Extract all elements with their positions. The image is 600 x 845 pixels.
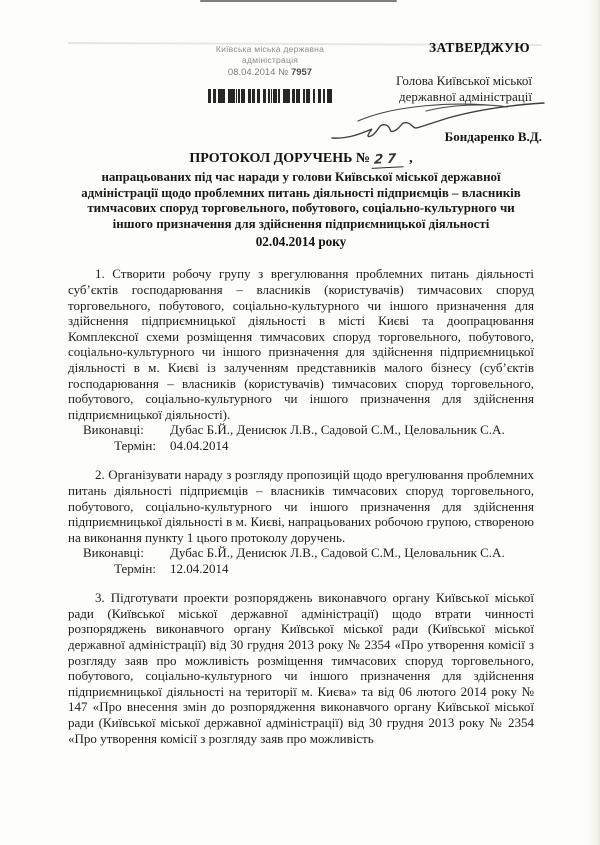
approver-title-line1: Голова Київської міської <box>396 73 532 88</box>
term-label: Термін: <box>114 560 156 576</box>
term-label: Термін: <box>114 437 156 453</box>
registration-stamp <box>185 44 355 103</box>
document-body <box>68 151 534 746</box>
protocol-number-handwritten: 27 <box>372 151 405 169</box>
instruction-item-1 <box>68 266 534 453</box>
document-title <box>68 151 534 167</box>
stamp-registration-line <box>185 67 355 78</box>
document-subtitle: напрацьованих під час наради у голови Київської міської державної адміністрації щодо проблемних питань діяльності підприємців – власників тимчасових споруд торговельного, побутового, соціально-культурного чи іншого призначення для здійснення підприємницької діяльності <box>81 170 521 231</box>
executors-label: Виконавці: <box>83 422 144 438</box>
instruction-text-2: 2. Організувати нараду з розгляду пропозицій щодо врегулювання проблемних питань діяльності підприємців – власників тимчасових споруд торговельного, побутового, соціально-культурного чи іншого призначення для здійснення підприємницької діяльності в м. Києві, напрацьованих робочою групою, створеною на виконання пункту 1 цього протоколу доручень. <box>68 467 534 545</box>
title-comma: , <box>409 151 413 166</box>
stamp-registration-date: 08.04.2014 № <box>227 67 289 78</box>
term-date: 04.04.2014 <box>170 437 229 453</box>
stamp-org-name-line2: адміністрація <box>241 54 299 65</box>
instruction-text-1: 1. Створити робочу групу з врегулювання проблемних питань діяльності суб’єктів господарювання – власників (користувачів) тимчасових споруд торговельного, побутового, соціально-культурного чи іншого призначення для здійснення підприємницької діяльності в місті Києві та доопрацювання Комплексної схеми розміщення тимчасових споруд торговельного, побутового, соціально-культурного чи іншого призначення для здійснення підприємницької діяльності в м. Києві із залученням представників малого бізнесу (суб’єктів господарювання – власників (користувачів) тимчасових споруд торговельного, побутового, соціально-культурного чи іншого призначення для здійснення підприємницької діяльності). <box>68 266 534 422</box>
scan-artifact-top-line <box>200 0 397 2</box>
instruction-item-2 <box>68 467 534 576</box>
instruction-text-3: 3. Підготувати проекти розпоряджень виконавчого органу Київської міської ради (Київської міської державної адміністрації) щодо втрати чинності розпоряджень виконавчого органу Київської міської ради (Київської міської державної адміністрації) від 30 грудня 2013 року № 2354 «Про утворення комісії з розгляду заяв про можливість розміщення тимчасових споруд торговельного, побутового, соціально-культурного чи іншого призначення для здійснення підприємницької діяльності на території м. Києва» та від 06 лютого 2014 року № 147 «Про внесення змін до розпорядження виконавчого органу Київської міської ради (Київської міської державної адміністрації) від 30 грудня 2013 року № 2354 «Про утворення комісії з розгляду заяв про можливість <box>68 590 534 746</box>
executors-names: Дубас Б.Й., Денисюк Л.В., Садовой С.М., Целовальник С.А. <box>170 422 505 438</box>
stamp-registration-number: 7957 <box>290 67 313 78</box>
executors-label: Виконавці: <box>83 545 144 561</box>
stamp-org-name-line1: Київська міська державна <box>215 44 325 54</box>
term-row-1 <box>68 438 534 454</box>
approver-title-line2: державної адміністрації <box>399 88 532 104</box>
approver-name: Бондаренко В.Д. <box>444 129 542 144</box>
term-date: 12.04.2014 <box>170 560 229 576</box>
scan-shadow-right-edge <box>586 0 600 845</box>
term-row-2 <box>68 561 534 577</box>
title-text: ПРОТОКОЛ ДОРУЧЕНЬ № <box>189 151 370 166</box>
executors-row-2 <box>68 545 534 561</box>
document-date: 02.04.2014 року <box>255 234 347 250</box>
executors-row-1 <box>68 422 534 438</box>
signature-scribble-icon <box>330 96 548 144</box>
barcode <box>208 89 332 103</box>
approval-heading: ЗАТВЕРДЖУЮ <box>428 40 530 55</box>
executors-names: Дубас Б.Й., Денисюк Л.В., Садовой С.М., Целовальник С.А. <box>170 545 505 561</box>
instruction-item-3 <box>68 590 534 746</box>
